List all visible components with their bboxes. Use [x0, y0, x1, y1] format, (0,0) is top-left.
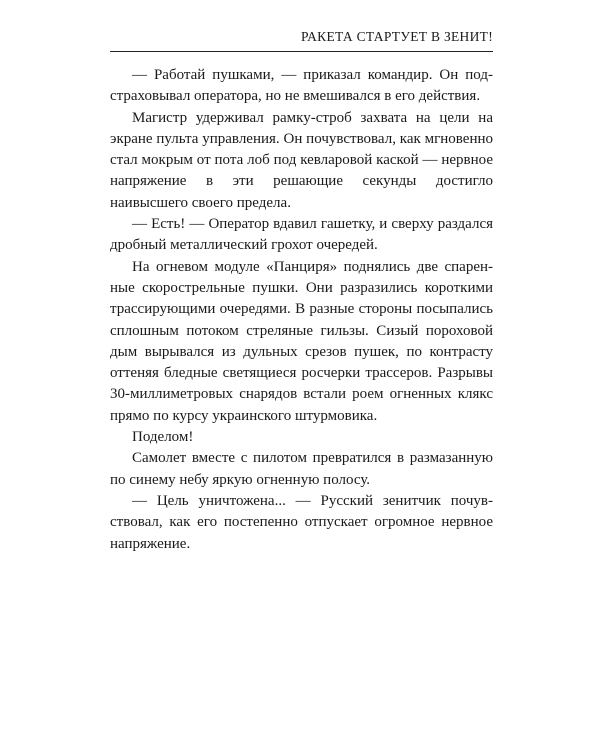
paragraph: Магистр удерживал рамку-строб захвата на цели на экране пульта управления. Он почувствовал, как мгновенно стал мокрым от пота лоб под кевларовой каской — нервное напряжение в эти решающие секунды достигло наивысшего своего предела. [110, 109, 493, 211]
paragraph: Поделом! [132, 429, 194, 446]
paragraph: — Работай пушками, — приказал командир. Он подстраховывал оператора, но не вмешивался в его действия. [110, 67, 493, 105]
running-head: РАКЕТА СТАРТУЕТ В ЗЕНИТ! [301, 29, 493, 44]
paragraph: Самолет вместе с пилотом превратился в размазанную по синему небу яркую огненную полосу. [110, 450, 493, 488]
body-text [110, 65, 493, 555]
header-rule [110, 51, 493, 52]
paragraph: — Есть! — Оператор вдавил гашетку, и сверху раздался дробный металлический грохот очередей. [110, 216, 493, 254]
paragraph: На огневом модуле «Панциря» поднялись две спаренные скорострельные пушки. Они разразились короткими трассирующими очередями. В разные стороны посыпались сплошным потоком стреляные гильзы. Сизый пороховой дым вырывался из дульных срезов пушек, по контрасту оттеняя бледные светящиеся росчерки трассеров. Разрывы 30-миллиметровых снарядов встали роем огненных клякс прямо по курсу украинского штурмовика. [110, 258, 493, 424]
paragraph: — Цель уничтожена... — Русский зенитчик почувствовал, как его постепенно отпускает огромное нервное напряжение. [110, 492, 493, 552]
